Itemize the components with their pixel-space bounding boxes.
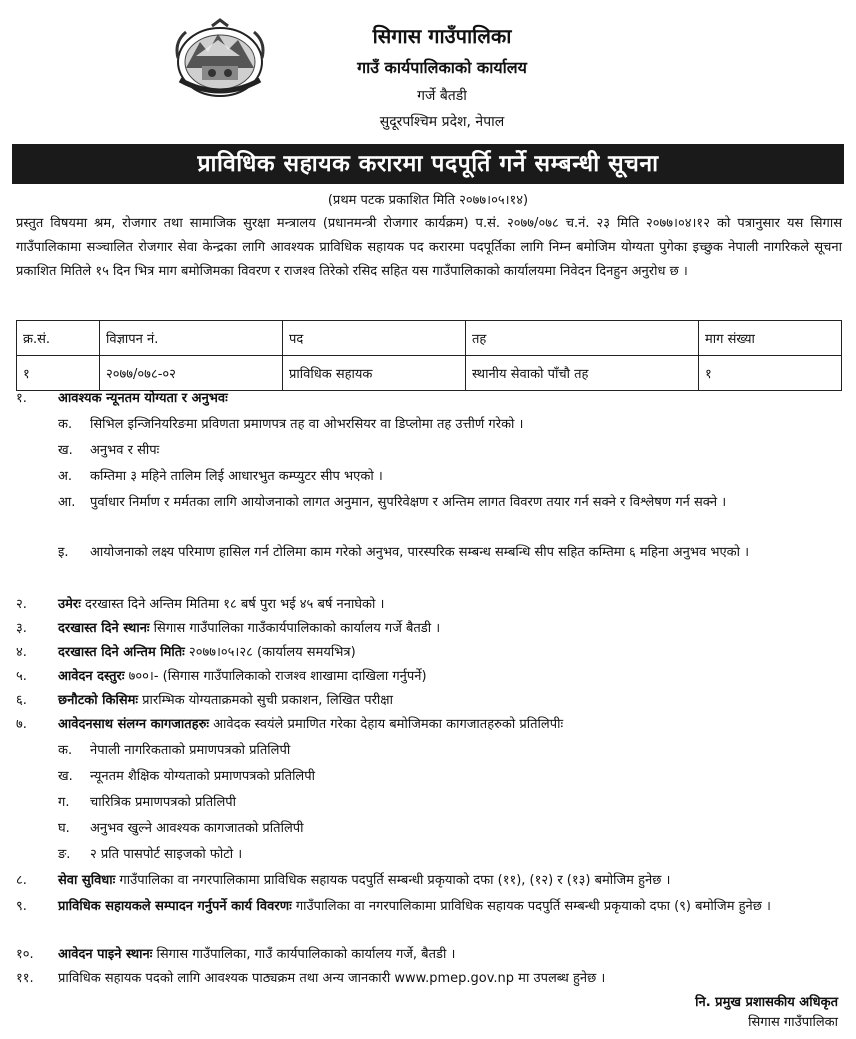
item-label: आवेदनसाथ संलग्न कागजातहरुः (58, 717, 210, 732)
table-cell: २०७७/०७८-०२ (100, 356, 283, 391)
item-label: दरखास्त दिने अन्तिम मितिः (58, 645, 185, 660)
item-label: आवेदन पाइने स्थानः (58, 947, 153, 962)
notice-title: प्राविधिक सहायक करारमा पदपूर्ति गर्ने सम्बन्धी सूचना (12, 144, 844, 184)
vacancy-table (16, 320, 842, 391)
published-date: (प्रथम पटक प्रकाशित मिति २०७७।०५।१४) (327, 193, 529, 208)
notice-page: सिगास गाउँपालिका गाउँ कार्यपालिकाको कार्यालय गर्जे बैतडी सुदूरपश्चिम प्रदेश, नेपाल प्राविधिक सहायक करारमा पदपूर्ति गर्ने सम्बन्धी सूचना (प्रथम पटक प्रकाशित मिति २०७७।०५।१४) प्रस्तुत विषयमा श्रम, रोजगार तथा सामाजिक सुरक्षा मन्त्रालय (प्रधानमन्त्री रोजगार कार्यक्रम) प.सं. २०७७/०७८ च.नं. २३ मिति २०७७।०४।१२ को पत्रानुसार यस सिगास गाउँपालिकामा सञ्चालित रोजगार सेवा केन्द्रका लागि आवश्यक प्राविधिक सहायक पद करारमा पदपूर्तिका लागि निम्न बमोजिम योग्यता पुगेका इच्छुक नेपाली नागरिकले सूचना प्रकाशित मितिले १५ दिन भित्र माग बमोजिमका विवरण र राजश्व तिरेको रसिद सहित यस गाउँपालिकाको कार्यालयमा निवेदन दिनहुन अनुरोध छ । क्र.सं. विज्ञापन नं. पद तह माग संख्या १ २०७७/०७८-०२ प्राविधिक सहायक स्थानीय सेवाको पाँचौ तह १ १. आवश्यक न्यूनतम योग्यता र अनुभवः क. सिभिल इन्जिनियरिङमा प्रविणता प्रमाणपत्र तह वा ओभरसियर वा डिप्लोमा तह उत्तीर्ण गरेको । ख. अनुभव र सीपः अ. कम्तिमा ३ महिने तालिम लिई आधारभुत कम्प्युटर सीप भएको । आ. पुर्वाधार निर्माण र मर्मतका लागि आयोजनाको लागत अनुमान, सुपरिवेक्षण र अन्तिम लागत विवरण तयार गर्न सक्ने र विश्लेषण गर्न सक्ने । इ. आयोजनाको लक्ष्य परिमाण हासिल गर्न टोलिमा काम गरेको अनुभव, पारस्परिक सम्बन्ध सम्बन्धि सीप सहित कम्तिमा ६ महिना अनुभव भएको । २. उमेरः दरखास्त दिने अन्तिम मितिमा १८ बर्ष पुरा भई ४५ बर्ष ननाघेको । ३. दरखास्त दिने स्थानः सिगास गाउँपालिका गाउँकार्यपालिकाको कार्यालय गर्जे बैतडी । ४. दरखास्त दिने अन्तिम मितिः २०७७।०५।२८ (कार्यालय समयभित्र) ५. आवेदन दस्तुरः ७००।- (सिगास गाउँपालिकाको राजश्व शाखामा दाखिला गर्नुपर्ने) ६. छनौटको किसिमः प्रारम्भिक योग्यताक्रमको सुची प्रकाशन, लिखित परीक्षा ७. आवेदनसाथ संलग्न कागजातहरुः आवेदक स्वयंले प्रमाणित गरेका देहाय बमोजिमका कागजातहरुको प्रतिलिपीः क. नेपाली नागरिकताको प्रमाणपत्रको प्रतिलिपी ख. न्यूनतम शैक्षिक योग्यताको प्रमाणपत्रको प्रतिलिपी ग. चारित्रिक प्रमाणपत्रको प्रतिलिपी घ. अनुभव खुल्ने आवश्यक कागजातको प्रतिलिपी ङ. २ प्रति पासपोर्ट साइजको फोटो । ८. सेवा सुविधाः गाउँपालिका वा नगरपालिकामा प्राविधिक सहायक पदपुर्ति सम्बन्धी प्रकृयाको दफा (११), (१२) र (१३) बमोजिम हुनेछ । ९. प्राविधिक सहायकले सम्पादन गर्नुपर्ने कार्य विवरणः गाउँपालिका वा नगरपालिकामा प्राविधिक सहायक पदपुर्ति सम्बन्धी प्रकृयाको दफा (९) बमोजिम हुनेछ । १०. आवेदन पाइने स्थानः सिगास गाउँपालिका, गाउँ कार्यपालिकाको कार्यालय गर्जे, बैतडी । ११. प्राविधिक सहायक पदको लागि आवश्यक पाठ्यक्रम तथा अन्य जानकारी www.pmep.gov.np मा उपलब्ध हुनेछ । नि. प्रमुख प्रशासकीय अधिकृत सिगास गाउँपालिका (12, 8, 844, 1032)
column-header: क्र.सं. (17, 321, 100, 356)
office-name: गाउँ कार्यपालिकाको कार्यालय (357, 58, 527, 77)
intro-paragraph: प्रस्तुत विषयमा श्रम, रोजगार तथा सामाजिक सुरक्षा मन्त्रालय (प्रधानमन्त्री रोजगार कार्यक्रम) प.सं. २०७७/०७८ च.नं. २३ मिति २०७७।०४।१२ को पत्रानुसार यस सिगास गाउँपालिकामा सञ्चालित रोजगार सेवा केन्द्रका लागि आवश्यक प्राविधिक सहायक पद करारमा पदपूर्तिका लागि निम्न बमोजिम योग्यता पुगेका इच्छुक नेपाली नागरिकले सूचना प्रकाशित मितिले १५ दिन भित्र माग बमोजिमका विवरण र राजश्व तिरेको रसिद सहित यस गाउँपालिकाको कार्यालयमा निवेदन दिनहुन अनुरोध छ । (16, 216, 842, 279)
signatory-office: सिगास गाउँपालिका (748, 1015, 838, 1030)
office-location: गर्जे बैतडी (417, 88, 467, 104)
item-label: छनौटको किसिमः (58, 693, 139, 708)
table-row (17, 356, 842, 391)
table-cell: प्राविधिक सहायक (283, 356, 466, 391)
nepal-emblem-icon (172, 18, 268, 100)
column-header: तह (466, 321, 699, 356)
table-cell: १ (17, 356, 100, 391)
item-label: दरखास्त दिने स्थानः (58, 621, 150, 636)
table-header-row (17, 321, 842, 356)
item-label: सेवा सुविधाः (58, 873, 116, 888)
table-cell: स्थानीय सेवाको पाँचौ तह (466, 356, 699, 391)
item-label: उमेरः (58, 597, 81, 612)
signatory-title: नि. प्रमुख प्रशासकीय अधिकृत (695, 995, 838, 1010)
column-header: माग संख्या (699, 321, 842, 356)
province-name: सुदूरपश्चिम प्रदेश, नेपाल (379, 114, 505, 130)
item-label: आवश्यक न्यूनतम योग्यता र अनुभवः (58, 391, 228, 406)
column-header: पद (283, 321, 466, 356)
column-header: विज्ञापन नं. (100, 321, 283, 356)
item-label: आवेदन दस्तुरः (58, 669, 125, 684)
table-cell: १ (699, 356, 842, 391)
municipality-name: सिगास गाउँपालिका (372, 24, 512, 48)
item-label: प्राविधिक सहायकले सम्पादन गर्नुपर्ने कार्य विवरणः (58, 899, 292, 914)
